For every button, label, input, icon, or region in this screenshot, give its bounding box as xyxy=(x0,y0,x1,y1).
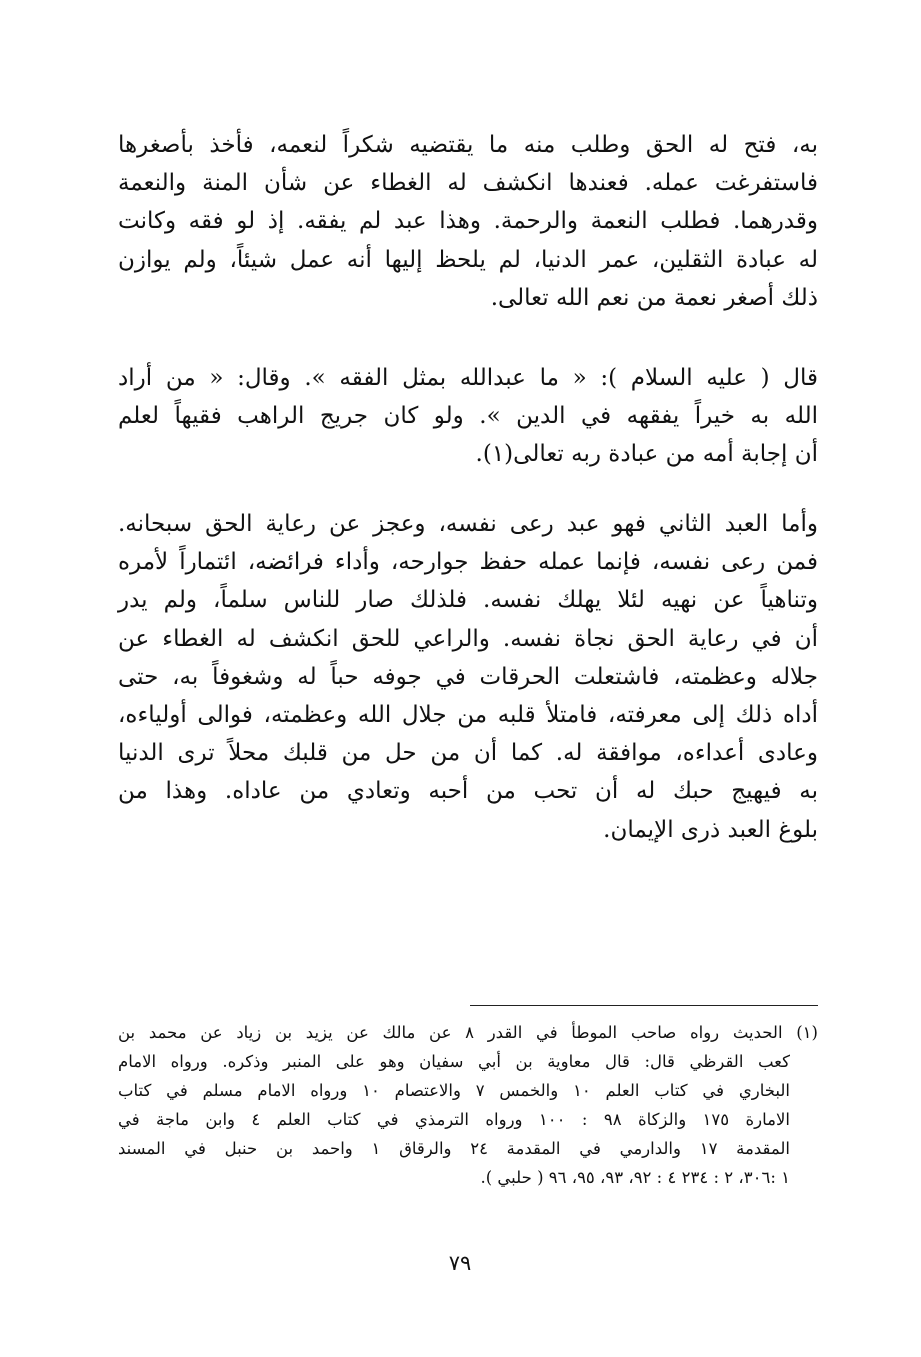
footnote-line: المقدمة ١٧ والدارمي في المقدمة ٢٤ والرقاق ١ واحمد بن حنبل في المسند xyxy=(118,1139,790,1158)
text-line: أن في رعاية الحق نجاة نفسه. والراعي للحق انكشف له الغطاء عن xyxy=(118,625,818,652)
text-line: فاستفرغت عمله. فعندها انكشف له الغطاء عن شأن المنة والنعمة xyxy=(118,170,818,197)
text-line: به فيهيج حبك له أن تحب من أحبه وتعادي من عاداه. وهذا من xyxy=(118,778,818,805)
footnote-line: البخاري في كتاب العلم ١٠ والخمس ٧ والاعتصام ١٠ ورواه الامام مسلم في كتاب xyxy=(118,1081,790,1100)
footnote-line: ١ :٣٠٦، ٢ : ٢٣٤ ٤ : ٩٢، ٩٣، ٩٥، ٩٦ ( حلبي ). xyxy=(480,1168,790,1187)
paragraph-2 xyxy=(118,359,818,474)
footnote xyxy=(118,1018,818,1192)
text-line: وعادى أعداءه، موافقة له. كما أن من حل من قلبك محلاً ترى الدنيا xyxy=(118,740,818,767)
text-line: به، فتح له الحق وطلب منه ما يقتضيه شكراً لنعمه، فأخذ بأصغرها xyxy=(118,132,818,158)
text-line: له عبادة الثقلين، عمر الدنيا، لم يلحظ إليها أنه عمل شيئاً، ولم يوازن xyxy=(118,246,818,273)
page-number: ٧٩ xyxy=(448,1251,472,1275)
text-line: بلوغ العبد ذرى الإيمان. xyxy=(603,816,818,843)
text-line: ذلك أصغر نعمة من نعم الله تعالى. xyxy=(490,284,818,311)
text-line: وقدرهما. فطلب النعمة والرحمة. وهذا عبد لم يفقه. إذ لو فقه وكانت xyxy=(118,208,818,235)
footnote-line: (١) الحديث رواه صاحب الموطأ في القدر ٨ عن مالك عن يزيد بن زياد عن محمد بن xyxy=(118,1023,818,1042)
footnote-line: كعب القرظي قال: قال معاوية بن أبي سفيان وهو على المنبر وذكره. ورواه الامام xyxy=(118,1052,790,1071)
text-line: فمن رعى نفسه، فإنما عمله حفظ جوارحه، وأداء فرائضه، ائتماراً لأمره xyxy=(118,549,818,576)
text-line: وأما العبد الثاني فهو عبد رعى نفسه، وعجز عن رعاية الحق سبحانه. xyxy=(118,511,818,537)
text-line: أن إجابة أمه من عبادة ربه تعالى(١). xyxy=(475,441,818,468)
text-line: الله به خيراً يفقهه في الدين ». ولو كان جريج الراهب فقيهاً لعلم xyxy=(118,403,818,430)
footnote-divider xyxy=(470,1005,818,1006)
text-line: جلاله وعظمته، فاشتعلت الحرقات في جوفه حباً له وشغوفاً به، حتى xyxy=(118,663,818,690)
text-line: وتناهياً عن نهيه لئلا يهلك نفسه. فلذلك صار للناس سلماً، ولم يدر xyxy=(118,587,818,614)
paragraph-1 xyxy=(118,126,818,317)
text-line: أداه ذلك إلى معرفته، فامتلأ قلبه من جلال الله وعظمته، فوالى أولياءه، xyxy=(118,702,818,729)
paragraph-3 xyxy=(118,505,818,849)
text-line: قال ( عليه السلام ): « ما عبدالله بمثل الفقه ». وقال: « من أراد xyxy=(118,365,818,391)
footnote-line: الامارة ١٧٥ والزكاة ٩٨ : ١٠٠ ورواه الترمذي في كتاب العلم ٤ وابن ماجة في xyxy=(118,1110,790,1129)
